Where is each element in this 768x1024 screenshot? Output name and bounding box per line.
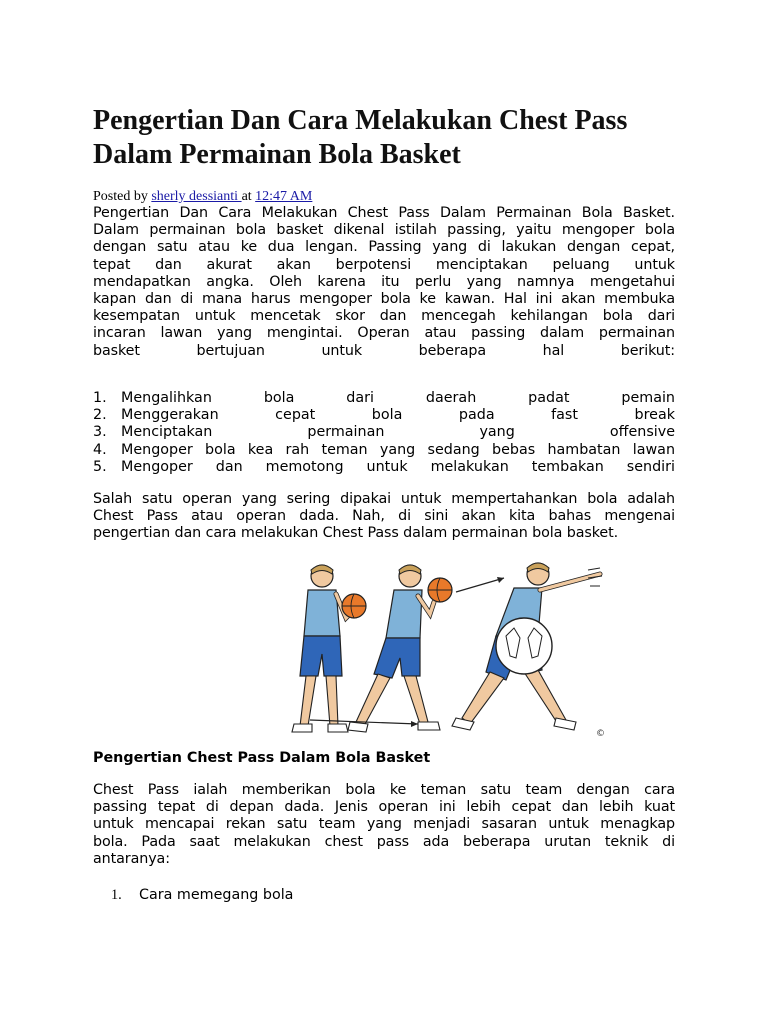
list-item [93,442,675,459]
intro-line: kesempatan untuk mencetak skor dan mencegah kehilangan bola dari [93,308,675,325]
paragraph-line: untuk mencapai rekan satu team yang menjadi sasaran untuk menagkap [93,816,675,833]
list-number: 2. [93,407,107,424]
paragraph-line: antaranya: [93,850,170,867]
list-item [93,407,675,424]
intro-line: Dalam permainan bola basket dikenal istilah passing, yaitu mengoper bola [93,222,675,239]
author-link[interactable]: sherly dessianti [151,189,242,204]
list-text: Menciptakan permainan yang offensive [121,424,675,441]
post-meta [93,188,312,206]
intro-line: dengan satu atau ke dua lengan. Passing yang di lakukan dengan cepat, [93,239,675,256]
list-number: 1. [93,390,107,406]
chest-pass-intro-paragraph [93,491,675,543]
hand-detail-circle [496,618,552,674]
at-label: at [241,189,256,204]
chest-pass-definition-paragraph [93,782,675,868]
list-number: 3. [93,424,107,441]
player-figure-preparing [348,565,440,732]
article-title: Pengertian Dan Cara Melakukan Chest Pass Dalam Permainan Bola Basket [93,105,628,170]
list-number: 1. [111,887,122,903]
list-item [93,390,675,407]
intro-line: kapan dan di mana harus mengoper bola ke kawan. Hal ini akan membuka [93,291,675,308]
list-item [93,424,675,441]
list-text: Mengoper bola kea rah teman yang sedang bebas hambatan lawan [121,441,675,458]
list-text: Menggerakan cepat bola pada fast break [121,407,675,424]
copyright-mark: © [596,729,605,739]
paragraph-line: passing tepat di depan dada. Jenis operan ini lebih cepat dan lebih kuat [93,799,675,816]
list-item [93,459,675,476]
section-heading: Pengertian Chest Pass Dalam Bola Basket [93,750,431,766]
intro-line: mendapatkan angka. Oleh karena itu perlu yang namnya mengetahui [93,273,675,290]
goals-list [93,390,675,476]
paragraph-line: Chest Pass ialah memberikan bola ke teman satu team dengan cara [93,782,675,798]
list-number: 5. [93,458,107,475]
paragraph-line: Salah satu operan yang sering dipakai untuk mempertahankan bola adalah [93,491,675,507]
intro-line: incaran lawan yang mengintai. Operan atau passing dalam permainan [93,325,675,342]
list-text: Cara memegang bola [139,887,294,903]
chest-pass-illustration [270,558,610,746]
intro-line: basket bertujuan untuk beberapa hal berikut: [93,342,675,359]
player-figure-holding [292,565,354,732]
pass-direction-arrow [456,578,504,592]
intro-line: Pengertian Dan Cara Melakukan Chest Pass Dalam Permainan Bola Basket. [93,205,675,221]
intro-paragraph [93,205,675,360]
paragraph-line: bola. Pada saat melakukan chest pass ada beberapa urutan teknik di [93,833,675,850]
timestamp-link[interactable]: 12:47 AM [255,189,313,204]
list-text: Mengalihkan bola dari daerah padat pemain [121,390,675,406]
list-item [111,886,293,904]
paragraph-line: Chest Pass atau operan dada. Nah, di sini akan kita bahas mengenai [93,508,675,525]
posted-by-label: Posted by [93,189,152,204]
techniques-list [111,886,293,904]
list-number: 4. [93,441,107,458]
intro-line: tepat dan akurat akan berpotensi menciptakan peluang untuk [93,256,675,273]
paragraph-line: pengertian dan cara melakukan Chest Pass dalam permainan bola basket. [93,525,619,542]
list-text: Mengoper dan memotong untuk melakukan tembakan sendiri [121,458,675,475]
